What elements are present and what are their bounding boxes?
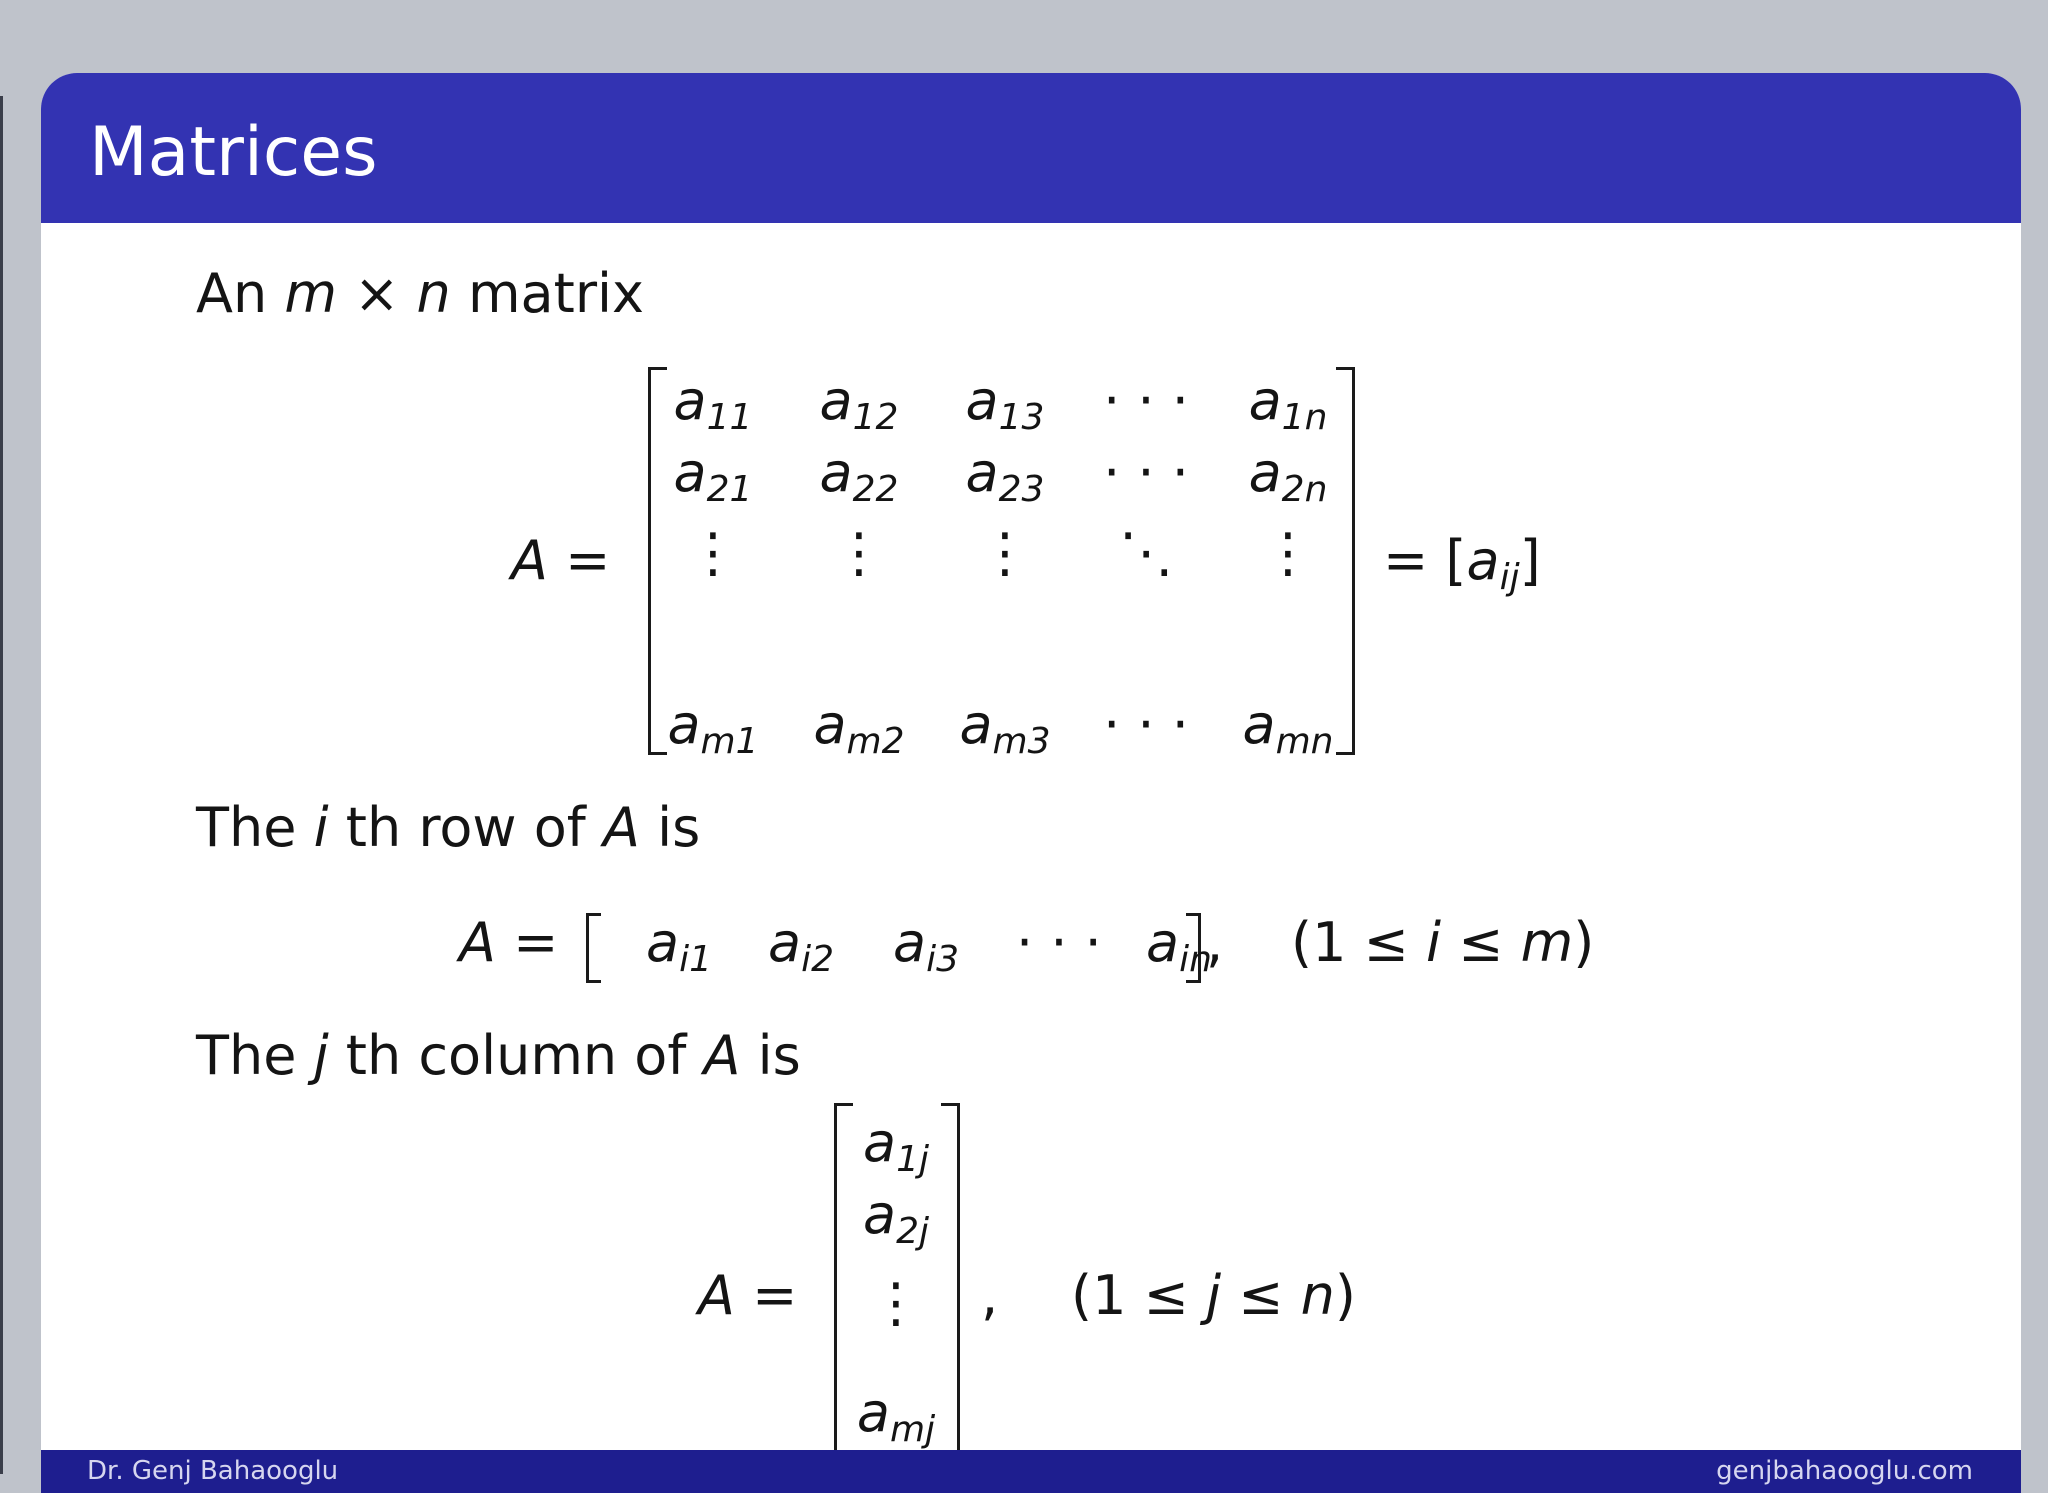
matrix-entry: $a_{12}$ bbox=[819, 369, 899, 438]
col-eq-range bbox=[1071, 1263, 1356, 1329]
matrix-entry: $a_{21}$ bbox=[673, 441, 753, 510]
slide bbox=[41, 73, 2021, 1493]
col-range-open: (1 ≤ bbox=[1071, 1264, 1189, 1327]
col-range-mid: ≤ bbox=[1238, 1264, 1284, 1327]
intro-line bbox=[196, 261, 644, 327]
col-range-end: n bbox=[1300, 1264, 1335, 1327]
col-right-bracket bbox=[941, 1103, 960, 1461]
row-range-var: i bbox=[1426, 911, 1442, 974]
intro-var-n: n bbox=[416, 262, 451, 325]
matrix-entry: $a_{11}$ bbox=[673, 369, 753, 438]
row-var-A: A bbox=[602, 796, 640, 859]
matrix-entry: $a_{23}$ bbox=[965, 441, 1045, 510]
col-var-A: A bbox=[703, 1024, 741, 1087]
column-entry: ⋮ bbox=[869, 1271, 923, 1334]
col-range-var: j bbox=[1206, 1264, 1222, 1327]
row-eq-comma: , bbox=[1206, 911, 1224, 974]
matrix-entry: $a_{mn}$ bbox=[1242, 693, 1334, 762]
row-entry: $a_{i1}$ bbox=[646, 911, 712, 980]
column-description bbox=[196, 1023, 801, 1089]
row-description bbox=[196, 795, 700, 861]
col-words: th column of bbox=[345, 1024, 687, 1087]
matrix-entry: · · · bbox=[1103, 693, 1189, 756]
row-word-the: The bbox=[196, 796, 297, 859]
row-entry: $a_{in}$ bbox=[1146, 911, 1212, 980]
row-words: th row of bbox=[345, 796, 586, 859]
intro-word-an: An bbox=[196, 262, 268, 325]
intro-var-m: m bbox=[284, 262, 337, 325]
intro-word-matrix: matrix bbox=[467, 262, 644, 325]
row-eq-lhs: A = bbox=[459, 911, 559, 974]
matrix-entry: · · · bbox=[1103, 369, 1189, 432]
matrix-entry: $a_{m1}$ bbox=[667, 693, 759, 762]
matrix-rhs-sub: ij bbox=[1499, 557, 1520, 598]
col-eq-comma: , bbox=[981, 1264, 999, 1327]
window-edge bbox=[0, 96, 3, 1474]
matrix-entry: ⋱ bbox=[1119, 521, 1173, 584]
column-entry: $a_{mj}$ bbox=[856, 1381, 936, 1450]
row-range-end: m bbox=[1520, 911, 1574, 974]
row-left-bracket bbox=[586, 913, 601, 983]
footer-author: Dr. Genj Bahaooglu bbox=[87, 1456, 339, 1486]
col-eq-lhs: A = bbox=[698, 1264, 798, 1327]
matrix-rhs-a: a bbox=[1466, 529, 1500, 592]
matrix-lhs: A = bbox=[511, 529, 611, 592]
row-word-is: is bbox=[657, 796, 701, 859]
matrix-entry: $a_{2n}$ bbox=[1248, 441, 1328, 510]
col-range-close: ) bbox=[1334, 1264, 1356, 1327]
matrix-entry: $a_{m2}$ bbox=[813, 693, 905, 762]
col-word-the: The bbox=[196, 1024, 297, 1087]
matrix-right-bracket bbox=[1336, 367, 1355, 755]
matrix-entry: ⋮ bbox=[978, 521, 1032, 584]
matrix-entry: $a_{m3}$ bbox=[959, 693, 1051, 762]
matrix-entry: ⋮ bbox=[1261, 521, 1315, 584]
matrix-entry: $a_{1n}$ bbox=[1248, 369, 1328, 438]
slide-title: Matrices bbox=[89, 113, 378, 192]
matrix-entry: ⋮ bbox=[832, 521, 886, 584]
col-word-is: is bbox=[757, 1024, 801, 1087]
column-entry: $a_{1j}$ bbox=[863, 1111, 929, 1180]
row-var-i: i bbox=[313, 796, 329, 859]
title-bar bbox=[41, 73, 2021, 223]
row-entry: · · · bbox=[1016, 911, 1102, 974]
row-range-open: (1 ≤ bbox=[1291, 911, 1409, 974]
matrix-entry: ⋮ bbox=[686, 521, 740, 584]
matrix-entry: $a_{22}$ bbox=[819, 441, 899, 510]
matrix-rhs-close: ] bbox=[1519, 529, 1541, 592]
row-range-mid: ≤ bbox=[1458, 911, 1504, 974]
intro-times: × bbox=[354, 262, 400, 325]
col-left-bracket bbox=[834, 1103, 853, 1461]
matrix-entry: $a_{13}$ bbox=[965, 369, 1045, 438]
matrix-left-bracket bbox=[648, 367, 667, 755]
row-range-close: ) bbox=[1573, 911, 1595, 974]
row-entry: $a_{i3}$ bbox=[893, 911, 959, 980]
footer-website: genjbahaooglu.com bbox=[1716, 1456, 1973, 1486]
column-entry: $a_{2j}$ bbox=[863, 1183, 929, 1252]
footer-bar bbox=[41, 1450, 2021, 1493]
row-entry: $a_{i2}$ bbox=[768, 911, 834, 980]
matrix-rhs bbox=[1383, 528, 1541, 598]
col-var-j: j bbox=[313, 1024, 329, 1087]
matrix-entry: · · · bbox=[1103, 441, 1189, 504]
matrix-rhs-open: = [ bbox=[1383, 529, 1467, 592]
row-eq-range bbox=[1291, 910, 1594, 976]
